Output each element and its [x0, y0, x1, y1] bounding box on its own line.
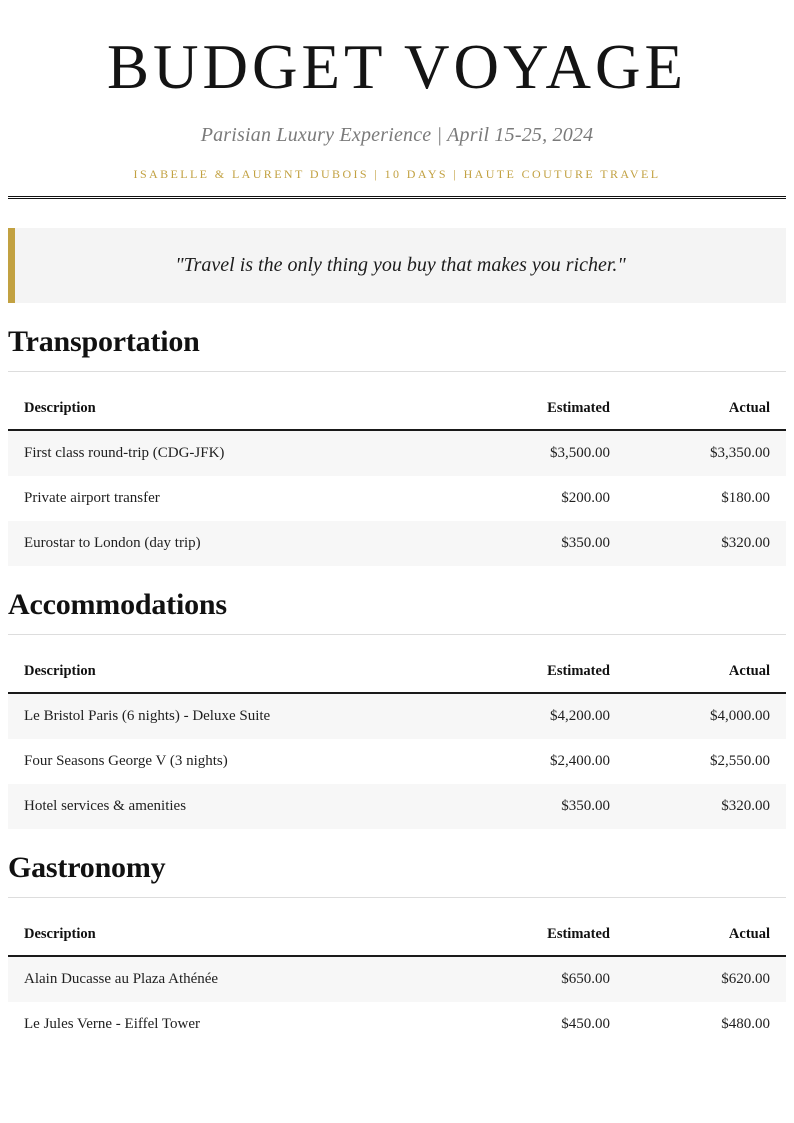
cell-estimated: $2,400.00	[550, 753, 610, 770]
table-header-row	[8, 653, 786, 693]
cell-description: Eurostar to London (day trip)	[24, 535, 201, 552]
section-divider	[8, 371, 786, 372]
cell-actual: $180.00	[721, 490, 770, 507]
table-row	[8, 476, 786, 521]
cell-description: Le Jules Verne - Eiffel Tower	[24, 1016, 200, 1033]
quote-block	[8, 228, 786, 303]
table-header-row	[8, 390, 786, 430]
table-row	[8, 956, 786, 1002]
cell-estimated: $350.00	[561, 798, 610, 815]
cell-estimated: $450.00	[561, 1016, 610, 1033]
budget-table	[8, 390, 786, 566]
table-row	[8, 521, 786, 566]
table-row	[8, 784, 786, 829]
cell-description: Private airport transfer	[24, 490, 160, 507]
budget-section	[8, 325, 786, 566]
cell-actual: $620.00	[721, 971, 770, 988]
column-header-estimated: Estimated	[466, 653, 626, 693]
cell-description: Alain Ducasse au Plaza Athénée	[24, 971, 219, 988]
cell-estimated: $650.00	[561, 971, 610, 988]
cell-actual: $320.00	[721, 535, 770, 552]
section-title: Transportation	[8, 325, 200, 359]
cell-actual: $4,000.00	[710, 708, 770, 725]
quote-text: "Travel is the only thing you buy that makes you richer."	[175, 254, 626, 277]
table-header-row	[8, 916, 786, 956]
column-header-actual: Actual	[626, 916, 786, 956]
table-row	[8, 430, 786, 476]
cell-description: Le Bristol Paris (6 nights) - Deluxe Suite	[24, 708, 271, 725]
budget-sections	[8, 325, 786, 1047]
column-header-actual: Actual	[626, 653, 786, 693]
document-header	[8, 0, 786, 199]
budget-section	[8, 851, 786, 1047]
cell-estimated: $3,500.00	[550, 445, 610, 462]
page-title: BUDGET VOYAGE	[107, 32, 687, 102]
section-title: Gastronomy	[8, 851, 166, 885]
document-meta-line: ISABELLE & LAURENT DUBOIS | 10 DAYS | HAUTE COUTURE TRAVEL	[133, 167, 661, 182]
cell-description: First class round-trip (CDG-JFK)	[24, 445, 225, 462]
cell-actual: $2,550.00	[710, 753, 770, 770]
cell-description: Four Seasons George V (3 nights)	[24, 753, 228, 770]
table-row	[8, 693, 786, 739]
section-divider	[8, 634, 786, 635]
budget-table	[8, 653, 786, 829]
document-subtitle: Parisian Luxury Experience | April 15-25, 2024	[200, 124, 594, 147]
column-header-estimated: Estimated	[466, 916, 626, 956]
cell-estimated: $4,200.00	[550, 708, 610, 725]
column-header-description: Description	[8, 390, 466, 430]
budget-table	[8, 916, 786, 1047]
cell-actual: $480.00	[721, 1016, 770, 1033]
section-divider	[8, 897, 786, 898]
cell-description: Hotel services & amenities	[24, 798, 187, 815]
table-row	[8, 1002, 786, 1047]
cell-estimated: $200.00	[561, 490, 610, 507]
column-header-description: Description	[8, 916, 466, 956]
table-row	[8, 739, 786, 784]
cell-estimated: $350.00	[561, 535, 610, 552]
column-header-estimated: Estimated	[466, 390, 626, 430]
budget-section	[8, 588, 786, 829]
cell-actual: $320.00	[721, 798, 770, 815]
column-header-description: Description	[8, 653, 466, 693]
column-header-actual: Actual	[626, 390, 786, 430]
cell-actual: $3,350.00	[710, 445, 770, 462]
section-title: Accommodations	[8, 588, 227, 622]
